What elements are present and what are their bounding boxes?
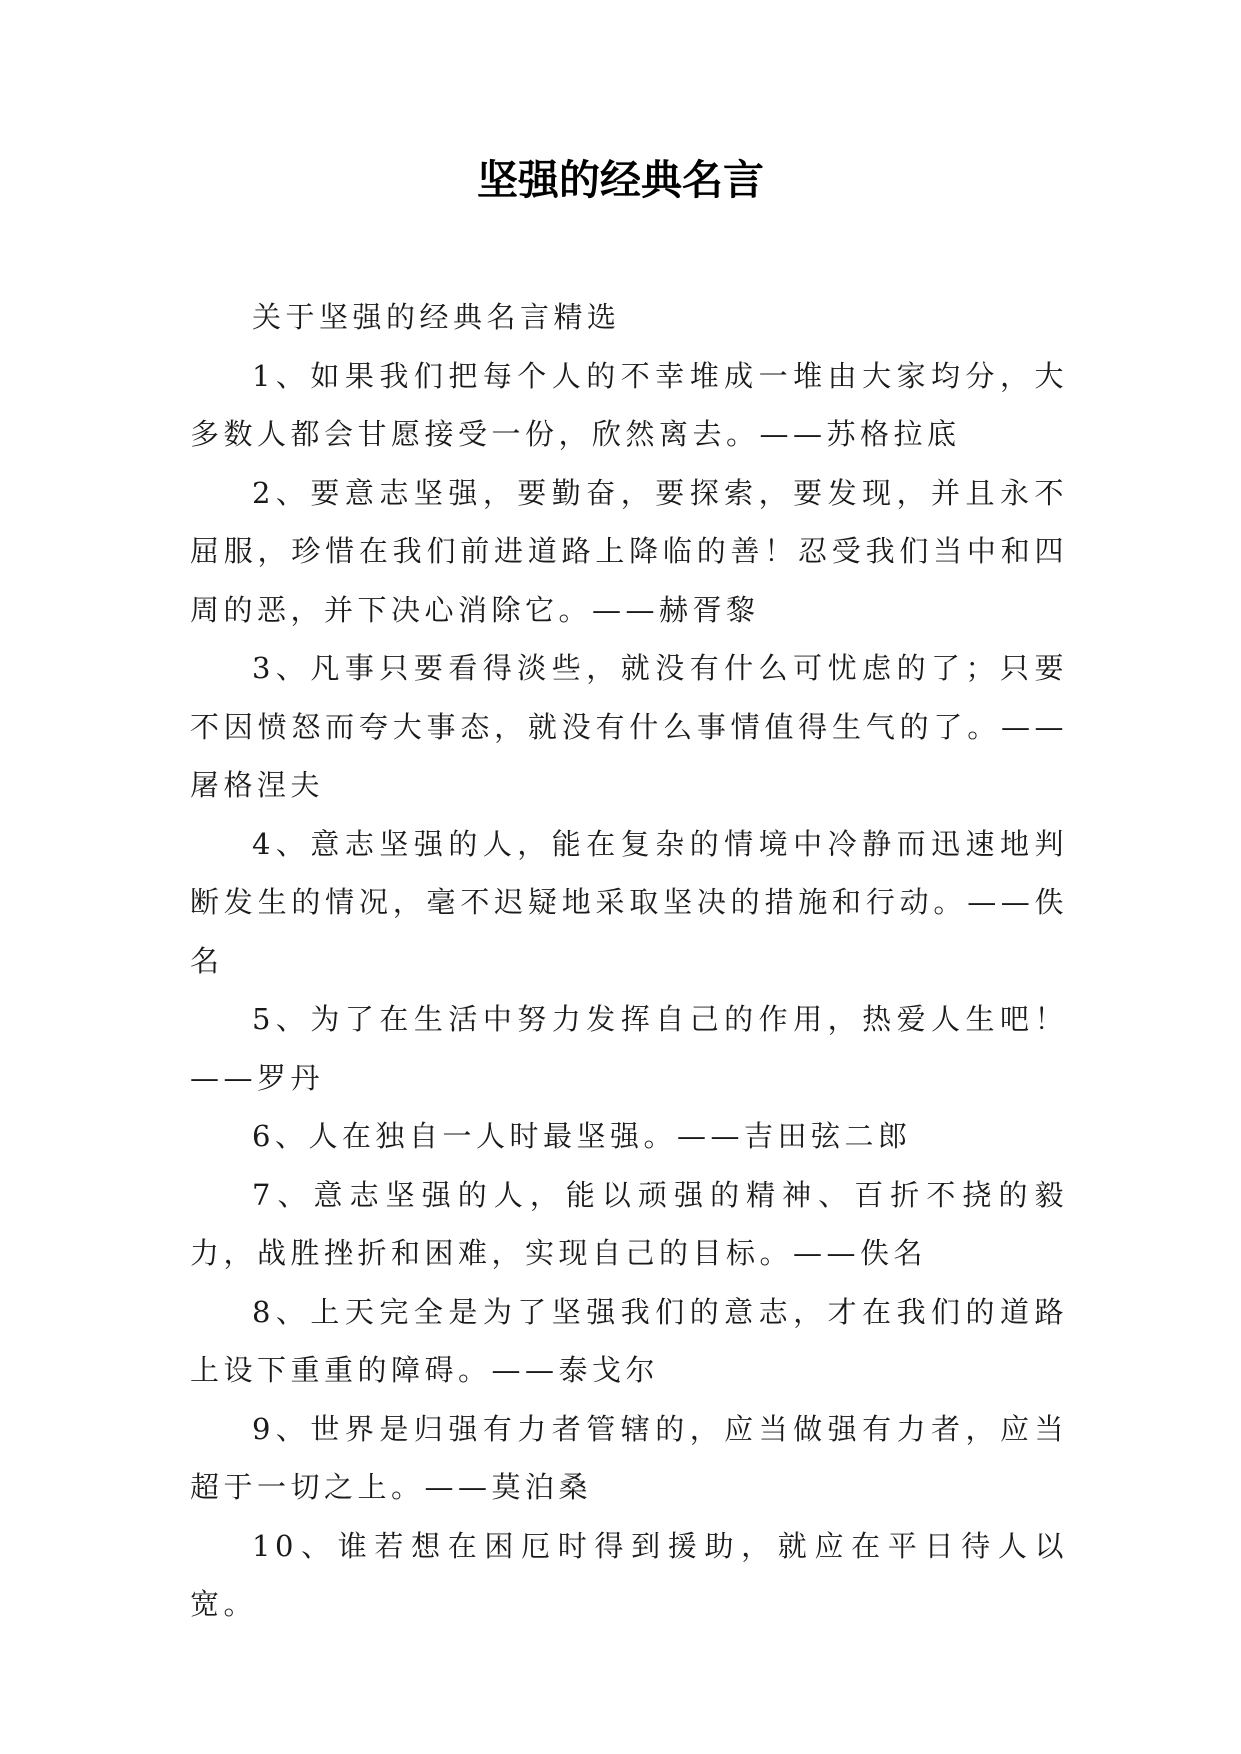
- intro-paragraph: 关于坚强的经典名言精选: [252, 300, 621, 334]
- page-title: 坚强的经典名言: [477, 156, 764, 204]
- quote-paragraph: 3、凡事只要看得淡些，就没有什么可忧虑的了；只要不因愤怒而夸大事态，就没有什么事情值得生气的了。——屠格涅夫: [190, 651, 1068, 802]
- quote-paragraph: 9、世界是归强有力者管辖的，应当做强有力者，应当超于一切之上。——莫泊桑: [190, 1411, 1068, 1504]
- quote-paragraph: 10、谁若想在困厄时得到援助，就应在平日待人以宽。: [190, 1528, 1068, 1621]
- quote-paragraph: 4、意志坚强的人，能在复杂的情境中冷静而迅速地判断发生的情况，毫不迟疑地采取坚决的措施和行动。——佚名: [190, 826, 1068, 978]
- quote-paragraph: 1、如果我们把每个人的不幸堆成一堆由大家均分，大多数人都会甘愿接受一份，欣然离去。——苏格拉底: [190, 358, 1068, 451]
- document-body: [190, 288, 1068, 1634]
- quote-paragraph: 5、为了在生活中努力发挥自己的作用，热爱人生吧！——罗丹: [190, 1002, 1068, 1095]
- quote-paragraph: 8、上天完全是为了坚强我们的意志，才在我们的道路上设下重重的障碍。——泰戈尔: [190, 1294, 1068, 1387]
- quote-paragraph: 7、意志坚强的人，能以顽强的精神、百折不挠的毅力，战胜挫折和困难，实现自己的目标。——佚名: [190, 1177, 1068, 1270]
- quote-paragraph: 6、人在独自一人时最坚强。——吉田弦二郎: [252, 1119, 912, 1153]
- quote-paragraph: 2、要意志坚强，要勤奋，要探索，要发现，并且永不屈服，珍惜在我们前进道路上降临的善！忍受我们当中和四周的恶，并下决心消除它。——赫胥黎: [190, 475, 1068, 627]
